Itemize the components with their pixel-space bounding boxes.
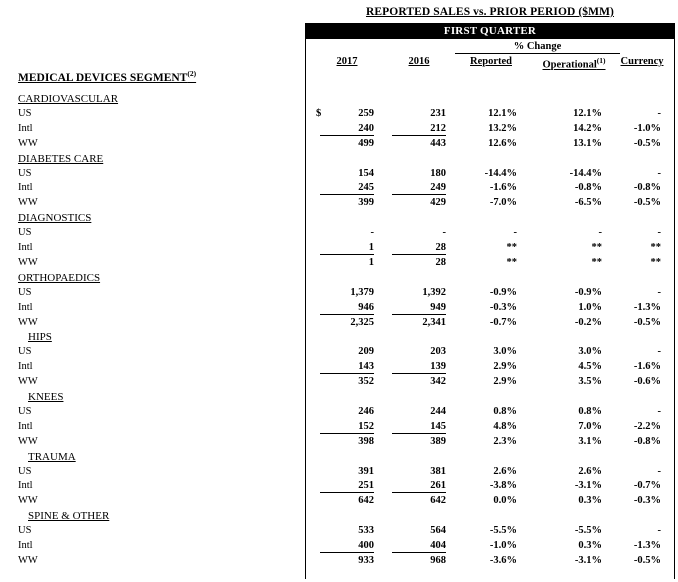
row-geography: WW <box>18 137 38 149</box>
row-geography: Intl <box>18 242 33 253</box>
table-row <box>0 346 678 361</box>
cell-pct-reported: -7.0% <box>489 197 517 209</box>
category-label: ORTHOPAEDICS <box>18 271 101 284</box>
cell-sales-2017: 245 <box>358 182 374 194</box>
cell-sales-2017: 1 <box>368 256 374 268</box>
cell-pct-currency: -0.5% <box>633 316 661 328</box>
cell-sales-2017: 240 <box>358 122 374 134</box>
cell-pct-operational: 3.1% <box>578 435 602 447</box>
row-geography: US <box>18 107 32 119</box>
row-geography: Intl <box>18 301 33 313</box>
period-band: FIRST QUARTER <box>306 24 674 39</box>
cell-pct-reported: 2.9% <box>493 376 517 388</box>
table-row <box>0 495 678 510</box>
subtotal-rule <box>320 135 374 136</box>
cell-sales-2017: 400 <box>358 540 374 551</box>
segment-title <box>18 69 196 84</box>
cell-pct-operational: ** <box>591 242 602 253</box>
subtotal-rule <box>320 314 374 315</box>
cell-pct-currency: - <box>657 286 661 298</box>
cell-sales-2016: 429 <box>430 197 446 209</box>
cell-sales-2017: 152 <box>358 420 374 432</box>
cell-sales-2017: 398 <box>358 435 374 447</box>
row-geography: WW <box>18 435 38 447</box>
cell-pct-currency: -1.3% <box>633 540 661 551</box>
category-heading-row <box>0 510 678 525</box>
cell-pct-operational: -0.2% <box>574 316 602 328</box>
cell-pct-reported: 4.8% <box>493 420 517 432</box>
cell-sales-2017: 259 <box>358 107 374 119</box>
cell-sales-2016: 28 <box>435 242 446 253</box>
cell-pct-currency: - <box>657 167 661 179</box>
cell-pct-operational: 14.2% <box>573 122 602 134</box>
cell-sales-2017: 154 <box>358 167 374 179</box>
row-geography: Intl <box>18 182 33 194</box>
cell-sales-2016: 180 <box>430 167 446 179</box>
cell-pct-reported: 3.0% <box>493 346 517 358</box>
cell-pct-reported: 2.6% <box>493 465 517 477</box>
footnote-marker-operational: (1) <box>596 56 606 65</box>
row-geography: US <box>18 286 32 298</box>
category-heading-row <box>0 212 678 227</box>
column-header-2016: 2016 <box>408 56 430 67</box>
cell-pct-reported: ** <box>506 256 517 268</box>
cell-pct-operational: -14.4% <box>569 167 602 179</box>
subtotal-rule <box>320 194 374 195</box>
cell-sales-2016: 564 <box>430 525 446 537</box>
cell-pct-operational: 2.6% <box>578 465 602 477</box>
table-row <box>0 182 678 197</box>
cell-pct-reported: ** <box>506 242 517 253</box>
cell-pct-reported: -1.0% <box>489 540 517 551</box>
table-row <box>0 123 678 138</box>
cell-pct-reported: -14.4% <box>484 167 517 179</box>
cell-pct-operational: - <box>598 227 602 239</box>
cell-pct-reported: -0.7% <box>489 316 517 328</box>
table-row <box>0 406 678 421</box>
page-title: REPORTED SALES vs. PRIOR PERIOD ($MM) <box>365 6 614 18</box>
row-geography: Intl <box>18 420 33 432</box>
table-row <box>0 555 678 570</box>
subtotal-rule <box>320 373 374 374</box>
cell-pct-operational: 0.3% <box>578 540 602 551</box>
cell-sales-2016: 642 <box>430 495 446 507</box>
cell-sales-2016: 249 <box>430 182 446 194</box>
cell-pct-reported: 12.1% <box>488 107 517 119</box>
cell-sales-2016: - <box>442 227 446 239</box>
cell-pct-operational: -3.1% <box>574 554 602 566</box>
category-label: HIPS <box>28 331 52 344</box>
cell-sales-2017: 642 <box>358 495 374 507</box>
table-row <box>0 421 678 436</box>
cell-sales-2016: 145 <box>430 420 446 432</box>
subtotal-rule <box>392 314 446 315</box>
subtotal-rule <box>392 254 446 255</box>
category-heading-row <box>0 391 678 406</box>
column-header-2017: 2017 <box>336 56 358 67</box>
cell-sales-2017: 1 <box>368 242 374 253</box>
cell-sales-2016: 381 <box>430 465 446 477</box>
cell-sales-2016: 968 <box>430 554 446 566</box>
row-geography: US <box>18 525 32 537</box>
cell-pct-currency: - <box>657 107 661 119</box>
cell-pct-currency: ** <box>650 242 661 253</box>
cell-pct-reported: -3.6% <box>489 554 517 566</box>
row-geography: US <box>18 227 32 239</box>
column-header-operational-label: Operational <box>542 59 597 71</box>
cell-pct-reported: 13.2% <box>488 122 517 134</box>
cell-sales-2017: 391 <box>358 465 374 477</box>
cell-pct-operational: 0.3% <box>578 495 602 507</box>
cell-sales-2016: 139 <box>430 361 446 373</box>
cell-sales-2016: 203 <box>430 346 446 358</box>
row-geography: WW <box>18 376 38 388</box>
cell-sales-2017: - <box>370 227 374 239</box>
cell-pct-operational: 7.0% <box>578 420 602 432</box>
cell-pct-currency: -0.5% <box>633 137 661 149</box>
cell-sales-2017: 251 <box>358 480 374 492</box>
row-geography: US <box>18 405 32 417</box>
cell-pct-operational: 13.1% <box>573 137 602 149</box>
table-row <box>0 525 678 540</box>
cell-pct-currency: - <box>657 405 661 417</box>
table-row <box>0 168 678 183</box>
row-geography: US <box>18 465 32 477</box>
cell-pct-currency: -0.3% <box>633 495 661 507</box>
category-heading-row <box>0 93 678 108</box>
table-row <box>0 540 678 555</box>
row-geography: WW <box>18 197 38 209</box>
cell-sales-2016: 231 <box>430 107 446 119</box>
category-heading-row <box>0 451 678 466</box>
cell-pct-currency: -1.3% <box>633 301 661 313</box>
cell-pct-reported: -0.9% <box>489 286 517 298</box>
cell-pct-currency: ** <box>650 256 661 268</box>
subtotal-rule <box>320 254 374 255</box>
table-row <box>0 480 678 495</box>
cell-pct-operational: ** <box>591 256 602 268</box>
subtotal-rule <box>392 194 446 195</box>
cell-pct-currency: -0.5% <box>633 554 661 566</box>
cell-pct-reported: - <box>513 227 517 239</box>
table-row <box>0 317 678 332</box>
cell-pct-operational: 0.8% <box>578 405 602 417</box>
subtotal-rule <box>392 373 446 374</box>
footnote-marker-segment: (2) <box>187 69 197 78</box>
category-label: KNEES <box>28 391 64 403</box>
subtotal-rule <box>320 492 374 493</box>
cell-sales-2017: 2,325 <box>350 316 374 328</box>
cell-pct-operational: -0.8% <box>574 182 602 194</box>
category-heading-row <box>0 331 678 346</box>
cell-pct-reported: 2.3% <box>493 435 517 447</box>
subtotal-rule <box>392 552 446 553</box>
cell-pct-reported: -5.5% <box>489 525 517 537</box>
row-geography: US <box>18 346 32 358</box>
table-row <box>0 466 678 481</box>
row-geography: Intl <box>18 361 33 373</box>
cell-sales-2017: 499 <box>358 137 374 149</box>
cell-sales-2016: 389 <box>430 435 446 447</box>
currency-symbol: $ <box>316 107 322 119</box>
segment-title-label: MEDICAL DEVICES SEGMENT <box>18 71 188 84</box>
cell-pct-currency: - <box>657 465 661 477</box>
category-label: SPINE & OTHER <box>28 510 110 523</box>
cell-sales-2017: 143 <box>358 361 374 373</box>
row-geography: WW <box>18 554 38 566</box>
cell-pct-operational: 3.5% <box>578 376 602 388</box>
cell-sales-2016: 28 <box>435 256 446 268</box>
cell-sales-2016: 342 <box>430 376 446 388</box>
cell-sales-2017: 1,379 <box>350 286 374 298</box>
cell-pct-operational: 3.0% <box>578 346 602 358</box>
subtotal-rule <box>392 492 446 493</box>
cell-pct-reported: 2.9% <box>493 361 517 373</box>
row-geography: Intl <box>18 480 33 492</box>
cell-pct-operational: -5.5% <box>574 525 602 537</box>
table-row <box>0 108 678 123</box>
cell-sales-2016: 949 <box>430 301 446 313</box>
cell-pct-currency: -0.7% <box>633 480 661 492</box>
table-row <box>0 138 678 153</box>
cell-sales-2016: 1,392 <box>422 286 446 298</box>
column-header-operational <box>528 56 620 71</box>
category-label: CARDIOVASCULAR <box>18 93 119 105</box>
row-geography: WW <box>18 495 38 507</box>
cell-pct-operational: 4.5% <box>578 361 602 373</box>
row-geography: Intl <box>18 122 33 134</box>
cell-pct-currency: - <box>657 525 661 537</box>
cell-sales-2017: 933 <box>358 554 374 566</box>
cell-pct-operational: -6.5% <box>574 197 602 209</box>
category-heading-row <box>0 272 678 287</box>
cell-pct-reported: 12.6% <box>488 137 517 149</box>
cell-sales-2016: 212 <box>430 122 446 134</box>
table-row <box>0 227 678 242</box>
table-row <box>0 257 678 272</box>
cell-pct-currency: -1.0% <box>633 122 661 134</box>
cell-pct-currency: -0.5% <box>633 197 661 209</box>
cell-sales-2016: 404 <box>430 540 446 551</box>
cell-sales-2017: 352 <box>358 376 374 388</box>
category-label: DIAGNOSTICS <box>18 212 92 225</box>
cell-pct-currency: -0.8% <box>633 435 661 447</box>
cell-pct-currency: -2.2% <box>633 420 661 432</box>
cell-pct-reported: -0.3% <box>489 301 517 313</box>
cell-pct-currency: -0.6% <box>633 376 661 388</box>
cell-sales-2017: 399 <box>358 197 374 209</box>
cell-pct-operational: -3.1% <box>574 480 602 492</box>
pct-change-header: % Change <box>513 41 562 52</box>
cell-pct-reported: -1.6% <box>489 182 517 194</box>
table-row <box>0 376 678 391</box>
cell-pct-currency: -1.6% <box>633 361 661 373</box>
table-row <box>0 361 678 376</box>
cell-sales-2017: 246 <box>358 405 374 417</box>
column-header-currency: Currency <box>620 56 664 67</box>
subtotal-rule <box>320 433 374 434</box>
cell-sales-2017: 209 <box>358 346 374 358</box>
table-row <box>0 287 678 302</box>
cell-pct-operational: -0.9% <box>574 286 602 298</box>
cell-pct-reported: 0.8% <box>493 405 517 417</box>
cell-sales-2017: 946 <box>358 301 374 313</box>
row-geography: WW <box>18 256 38 268</box>
subtotal-rule <box>392 433 446 434</box>
cell-sales-2016: 443 <box>430 137 446 149</box>
category-heading-row <box>0 153 678 168</box>
cell-pct-reported: -3.8% <box>489 480 517 492</box>
cell-sales-2016: 2,341 <box>422 316 446 328</box>
cell-pct-currency: - <box>657 227 661 239</box>
table-row <box>0 197 678 212</box>
subtotal-rule <box>392 135 446 136</box>
cell-pct-reported: 0.0% <box>493 495 517 507</box>
cell-pct-currency: -0.8% <box>633 182 661 194</box>
pct-change-rule <box>455 53 620 54</box>
cell-pct-operational: 1.0% <box>578 301 602 313</box>
column-header-reported: Reported <box>470 56 512 67</box>
cell-pct-operational: 12.1% <box>573 107 602 119</box>
subtotal-rule <box>320 552 374 553</box>
row-geography: Intl <box>18 540 33 551</box>
cell-sales-2016: 244 <box>430 405 446 417</box>
cell-pct-currency: - <box>657 346 661 358</box>
cell-sales-2017: 533 <box>358 525 374 537</box>
category-label: DIABETES CARE <box>18 152 104 165</box>
row-geography: US <box>18 167 32 179</box>
table-row <box>0 242 678 257</box>
table-row <box>0 436 678 451</box>
cell-sales-2016: 261 <box>430 480 446 492</box>
table-row <box>0 302 678 317</box>
category-label: TRAUMA <box>28 450 76 463</box>
row-geography: WW <box>18 316 38 328</box>
